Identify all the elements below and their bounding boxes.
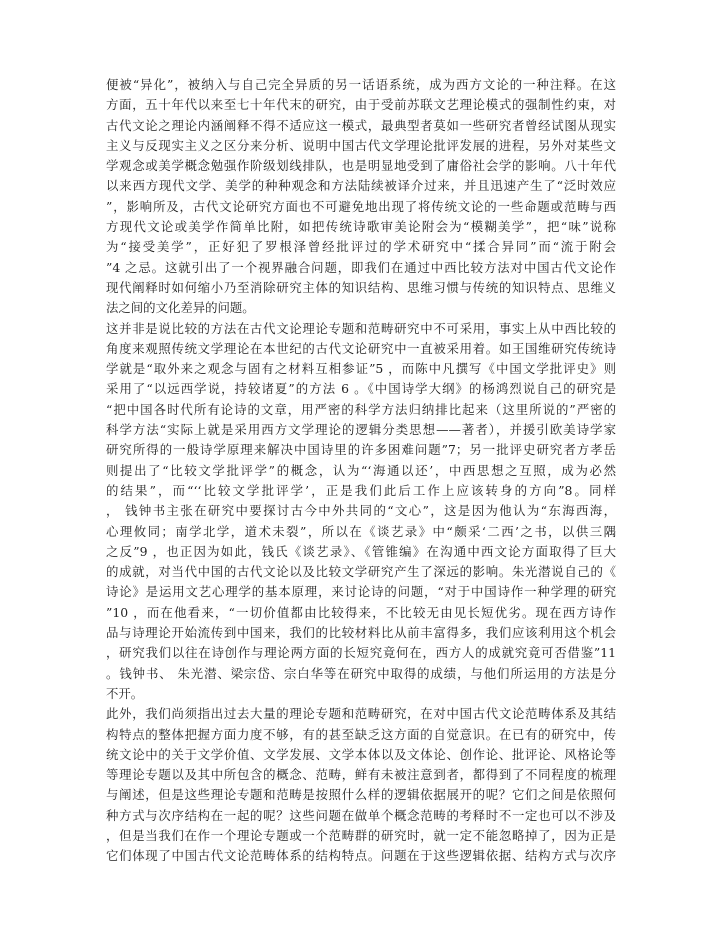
text-line: ，研究我们以往在诗创作与理论两方面的长短究竟何在，西方人的成就究竟可否借鉴”11 [106,645,616,661]
text-line: 以来西方现代文学、美学的种种观念和方法陆续被译介过来，并且迅速产生了“泛时效应 [106,178,616,194]
text-line: 现代阐释时如何缩小乃至消除研究主体的知识结构、思维习惯与传统的知识特点、思维义 [106,279,616,295]
text-line: 品与诗理论开始流传到中国来，我们的比较材料比从前丰富得多，我们应该利用这个机会 [106,625,616,641]
text-line: 种方式与次序结构在一起的呢？这些问题在做单个概念范畴的考释时不一定也可以不涉及 [106,807,616,823]
paragraph-3 [106,704,616,866]
paragraph-1 [106,75,616,319]
text-line: ”10 ，而在他看来，“一切价值都由比较得来，不比较无由见长短优劣。现在西方诗作 [106,604,616,620]
text-line: 为“接受美学”，正好犯了罗根泽曾经批评过的学术研究中“揉合异同”而“流于附会 [106,239,616,255]
text-line: 法之间的文化差异的问题。 [106,300,255,316]
text-line: 方现代文论或美学作简单比附，如把传统诗歌审美论附会为“模糊美学”，把“味”说称 [106,219,616,235]
text-line: 这并非是说比较的方法在古代文论理论专题和范畴研究中不可采用，事实上从中西比较的 [106,320,616,336]
text-line: ”，影响所及，古代文论研究方面也不可避免地出现了将传统文论的一些命题或范畴与西 [106,198,616,214]
text-line: 统文论中的关于文学价值、文学发展、文学本体以及文体论、创作论、批评论、风格论等 [106,746,616,762]
text-line: 的结果”，而“‘‘比较文学批评学’，正是我们此后工作上应该转身的方向”8。同样 [106,482,616,498]
text-line: 心理攸同；南学北学，道术未裂”，所以在《谈艺录》中“颇采‘二西’之书，以供三隅 [106,523,616,539]
text-line: 的成就，对当代中国的古代文论以及比较文学研究产生了深远的影响。朱光潜说自己的《 [106,564,616,580]
text-line: 构特点的整体把握方面力度不够，有的甚至缺乏这方面的自觉意识。在已有的研究中，传 [106,726,616,742]
text-line: 不开。 [106,685,144,701]
text-line: 采用了“以远西学说，持较诸夏”的方法 6 。《中国诗学大纲》的杨鸿烈说自己的研究是 [106,381,616,397]
text-line: 科学方法“实际上就是采用西方文学理论的逻辑分类思想——著者），并援引欧美诗学家 [106,422,616,438]
text-line: 则提出了“比较文学批评学”的概念，认为“‘海通以还’，中西思想之互照，成为必然 [106,462,616,478]
text-line: 便被“异化”，被纳入与自己完全异质的另一话语系统，成为西方文论的一种注释。在这 [106,77,616,92]
text-line: 与阐述，但是这些理论专题和范畴是按照什么样的逻辑依据展开的呢？它们之间是依照何 [106,787,616,803]
text-line: 角度来观照传统文学理论在本世纪的古代文论研究中一直被采用着。如王国维研究传统诗 [106,340,616,356]
text-line: 。钱钟书、 朱光潜、梁宗岱、宗白华等在研究中取得的成绩，与他们所运用的方法是分 [106,665,616,681]
text-line: 等理论专题以及其中所包含的概念、范畴，鲜有未被注意到者，都得到了不同程度的梳理 [106,767,616,783]
text-line: 古代文论之理论内涵阐释不得不适应这一模式，最典型者莫如一些研究者曾经试图从现实 [106,117,616,133]
text-line: 学观念或美学概念勉强作阶级划线排队，也是明显地受到了庸俗社会学的影响。八十年代 [106,158,616,174]
text-line: 方面，五十年代以来至七十年代末的研究，由于受前苏联文艺理论模式的强制性约束，对 [106,97,616,113]
text-line: 研究所得的一般诗学原理来解决中国诗里的许多困难问题”7；另一批评史研究者方孝岳 [106,442,616,458]
text-line: 主义与反现实主义之区分来分析、说明中国古代文学理论批评发展的进程，另外对某些文 [106,137,616,153]
text-line: 诗论》是运用文艺心理学的基本原理，来讨论诗的问题，“对于中国诗作一种学理的研究 [106,584,616,600]
text-line: 之反”9 ，也正因为如此，钱氏《谈艺录》、《管锥编》在沟通中西文论方面取得了巨大 [106,543,616,559]
text-line: “把中国各时代所有论诗的文章，用严密的科学方法归纳排比起来（这里所说的”严密的 [106,401,616,417]
text-line: ”4 之忌。这就引出了一个视界融合问题，即我们在通过中西比较方法对中国古代文论作 [106,259,616,275]
text-line: 它们体现了中国古代文论范畴体系的结构特点。问题在于这些逻辑依据、结构方式与次序 [106,848,616,864]
paragraph-2 [106,319,616,705]
text-line: ，但是当我们在作一个理论专题或一个范畴群的研究时，就一定不能忽略掉了，因为正是 [106,827,616,843]
text-line: 学就是“取外来之观念与固有之材料互相参证”5 ，而陈中凡撰写《中国文学批评史》则 [106,361,616,377]
text-line: 此外，我们尚须指出过去大量的理论专题和范畴研究，在对中国古代文论范畴体系及其结 [106,706,616,722]
text-line: ， 钱钟书主张在研究中要探讨古今中外共同的“文心”，这是因为他认为“东海西海， [106,503,616,519]
body-text [106,75,616,867]
